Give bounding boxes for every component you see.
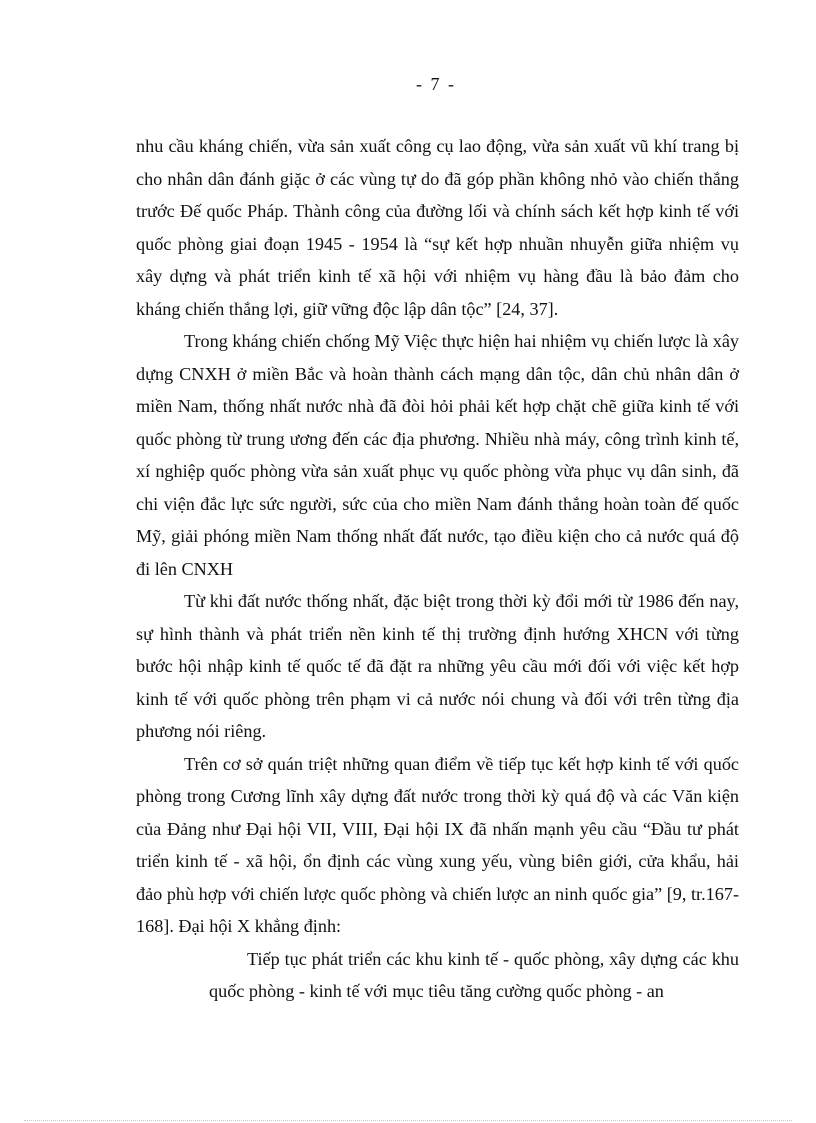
page-number: - 7 - <box>416 74 456 94</box>
body-text <box>136 130 739 1008</box>
paragraph-1: nhu cầu kháng chiến, vừa sản xuất công cụ lao động, vừa sản xuất vũ khí trang bị cho nhân dân đánh giặc ở các vùng tự do đã góp phần không nhỏ vào chiến thắng trước Đế quốc Pháp. Thành công của đường lối và chính sách kết hợp kinh tế với quốc phòng giai đoạn 1945 - 1954 là “sự kết hợp nhuần nhuyễn giữa nhiệm vụ xây dựng và phát triển kinh tế xã hội với nhiệm vụ hàng đầu là bảo đảm cho kháng chiến thắng lợi, giữ vững độc lập dân tộc” [24, 37]. <box>136 136 739 319</box>
block-quote: Tiếp tục phát triển các khu kinh tế - quốc phòng, xây dựng các khu quốc phòng - kinh tế với mục tiêu tăng cường quốc phòng - an <box>209 948 739 1001</box>
paragraph-2: Trong kháng chiến chống Mỹ Việc thực hiện hai nhiệm vụ chiến lược là xây dựng CNXH ở miền Bắc và hoàn thành cách mạng dân tộc, dân chủ nhân dân ở miền Nam, thống nhất nước nhà đã đòi hỏi phải kết hợp chặt chẽ giữa kinh tế với quốc phòng từ trung ương đến các địa phương. Nhiều nhà máy, công trình kinh tế, xí nghiệp quốc phòng vừa sản xuất phục vụ quốc phòng vừa phục vụ dân sinh, đã chi viện đắc lực sức người, sức của cho miền Nam đánh thắng hoàn toàn đế quốc Mỹ, giải phóng miền Nam thống nhất đất nước, tạo điều kiện cho cả nước quá độ đi lên CNXH <box>136 331 739 579</box>
paragraph-4: Trên cơ sở quán triệt những quan điểm về tiếp tục kết hợp kinh tế với quốc phòng trong Cương lĩnh xây dựng đất nước trong thời kỳ quá độ và các Văn kiện của Đảng như Đại hội VII, VIII, Đại hội IX đã nhấn mạnh yêu cầu “Đầu tư phát triển kinh tế - xã hội, ổn định các vùng xung yếu, vùng biên giới, cửa khẩu, hải đảo phù hợp với chiến lược quốc phòng và chiến lược an ninh quốc gia” [9, tr.167-168]. Đại hội X khẳng định: <box>136 753 739 936</box>
page-bottom-rule <box>24 1120 792 1121</box>
paragraph-3: Từ khi đất nước thống nhất, đặc biệt trong thời kỳ đổi mới từ 1986 đến nay, sự hình thành và phát triển nền kinh tế thị trường định hướng XHCN với từng bước hội nhập kinh tế quốc tế đã đặt ra những yêu cầu mới đối với việc kết hợp kinh tế với quốc phòng trên phạm vi cả nước nói chung và đối với trên từng địa phương nói riêng. <box>136 591 739 741</box>
